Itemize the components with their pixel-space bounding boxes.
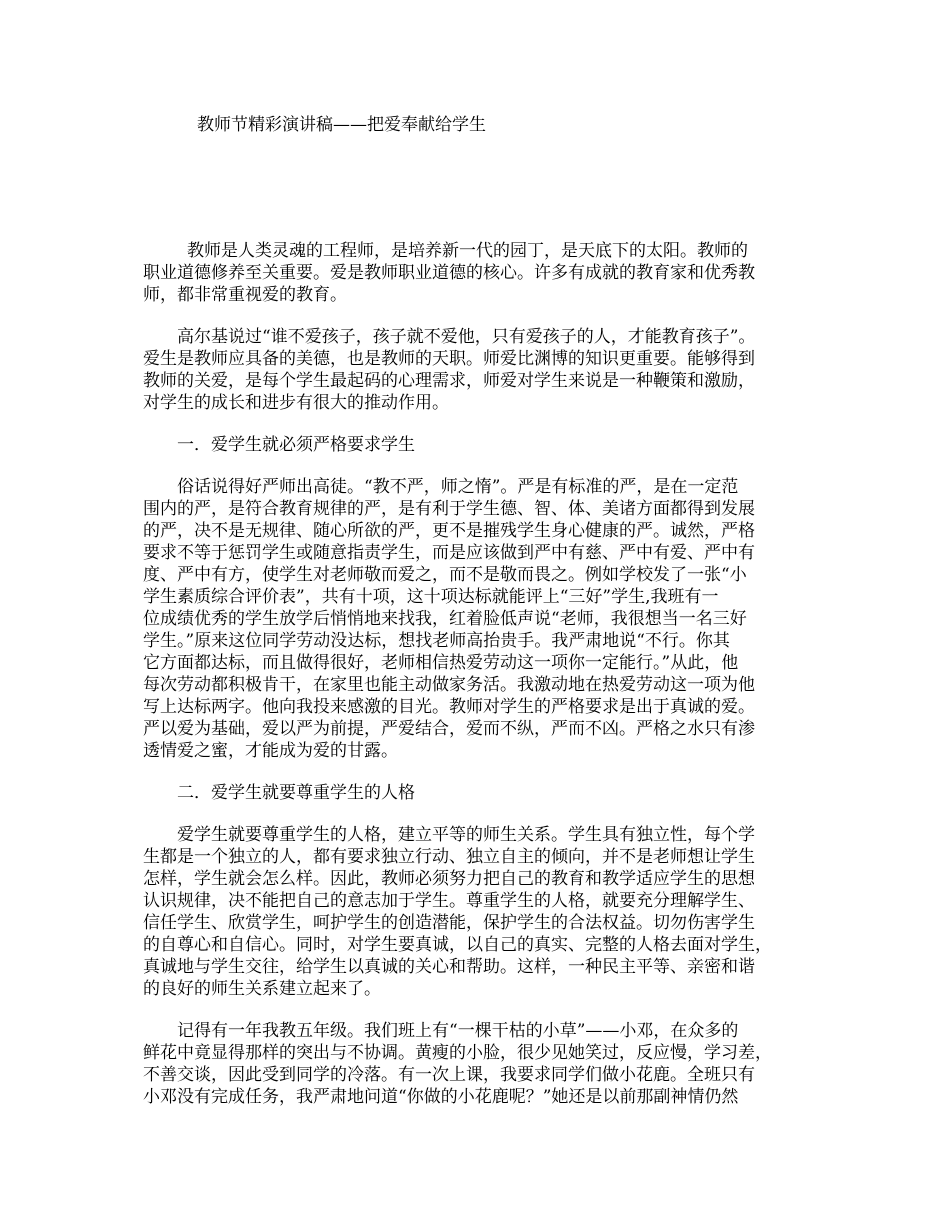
paragraph-line: 要求不等于惩罚学生或随意指责学生，而是应该做到严中有慈、严中有爱、严中有 <box>143 543 755 563</box>
paragraph-line: 它方面都达标，而且做得很好，老师相信热爱劳动这一项你一定能行。”从此，他 <box>143 653 739 673</box>
paragraph-line: 写上达标两字。他向我投来感激的目光。教师对学生的严格要求是出于真诚的爱。 <box>143 697 755 717</box>
paragraph-line: 教师的关爱，是每个学生最起码的心理需求，师爱对学生来说是一种鞭策和激励， <box>143 371 755 391</box>
paragraph-line: 鲜花中竟显得那样的突出与不协调。黄瘦的小脸，很少见她笑过，反应慢，学习差， <box>143 1043 772 1063</box>
paragraph-line: 透情爱之蜜，才能成为爱的甘露。 <box>143 741 398 761</box>
paragraph-line: 不善交谈，因此受到同学的冷落。有一次上课，我要求同学们做小花鹿。全班只有 <box>143 1065 755 1085</box>
section-heading: 二．爱学生就要尊重学生的人格 <box>177 783 415 803</box>
paragraph-line: 的严，决不是无规律、随心所欲的严，更不是摧残学生身心健康的严。诚然，严格 <box>143 521 755 541</box>
paragraph-line: 高尔基说过“谁不爱孩子，孩子就不爱他，只有爱孩子的人，才能教育孩子”。 <box>177 327 756 347</box>
paragraph-line: 师，都非常重视爱的教育。 <box>143 285 347 305</box>
paragraph-line: 的自尊心和自信心。同时，对学生要真诚，以自己的真实、完整的人格去面对学生， <box>143 935 772 955</box>
paragraph-line: 度、严中有方，使学生对老师敬而爱之，而不是敬而畏之。例如学校发了一张“小 <box>143 565 747 585</box>
paragraph-line: 记得有一年我教五年级。我们班上有“一棵干枯的小草”——小邓，在众多的 <box>177 1021 739 1041</box>
paragraph-line: 小邓没有完成任务，我严肃地问道“你做的小花鹿呢？”她还是以前那副神情仍然 <box>143 1087 739 1107</box>
paragraph-line: 俗话说得好严师出高徒。“教不严，师之惰”。严是有标准的严，是在一定范 <box>177 477 739 497</box>
document-title: 教师节精彩演讲稿——把爱奉献给学生 <box>197 115 486 135</box>
paragraph-line: 学生素质综合评价表”，共有十项，这十项达标就能评上“三好”学生,我班有一 <box>143 587 719 607</box>
paragraph-line: 职业道德修养至关重要。爱是教师职业道德的核心。许多有成就的教育家和优秀教 <box>143 263 755 283</box>
paragraph-line: 围内的严，是符合教育规律的严，是有利于学生德、智、体、美诸方面都得到发展 <box>143 499 755 519</box>
paragraph-line: 爱学生就要尊重学生的人格，建立平等的师生关系。学生具有独立性，每个学 <box>177 825 755 845</box>
paragraph-line: 对学生的成长和进步有很大的推动作用。 <box>143 393 449 413</box>
paragraph-line: 真诚地与学生交往，给学生以真诚的关心和帮助。这样，一种民主平等、亲密和谐 <box>143 957 755 977</box>
paragraph-line: 生都是一个独立的人，都有要求独立行动、独立自主的倾向，并不是老师想让学生 <box>143 847 755 867</box>
paragraph-line: 的良好的师生关系建立起来了。 <box>143 979 381 999</box>
paragraph-line: 信任学生、欣赏学生，呵护学生的创造潜能，保护学生的合法权益。切勿伤害学生 <box>143 913 755 933</box>
paragraph-line: 严以爱为基础，爱以严为前提，严爱结合，爱而不纵，严而不凶。严格之水只有渗 <box>143 719 755 739</box>
paragraph-line: 位成绩优秀的学生放学后悄悄地来找我，红着脸低声说“老师，我很想当一名三好 <box>143 609 747 629</box>
paragraph-line: 教师是人类灵魂的工程师，是培养新一代的园丁，是天底下的太阳。教师的 <box>187 241 748 261</box>
paragraph-line: 学生。”原来这位同学劳动没达标，想找老师高抬贵手。我严肃地说“不行。你其 <box>143 631 730 651</box>
paragraph-line: 每次劳动都积极肯干，在家里也能主动做家务活。我激动地在热爱劳动这一项为他 <box>143 675 755 695</box>
paragraph-line: 认识规律，决不能把自己的意志加于学生。尊重学生的人格，就要充分理解学生、 <box>143 891 755 911</box>
paragraph-line: 怎样，学生就会怎么样。因此，教师必须努力把自己的教育和教学适应学生的思想 <box>143 869 755 889</box>
paragraph-line: 爱生是教师应具备的美德，也是教师的天职。师爱比渊博的知识更重要。能够得到 <box>143 349 755 369</box>
section-heading: 一．爱学生就必须严格要求学生 <box>177 435 415 455</box>
